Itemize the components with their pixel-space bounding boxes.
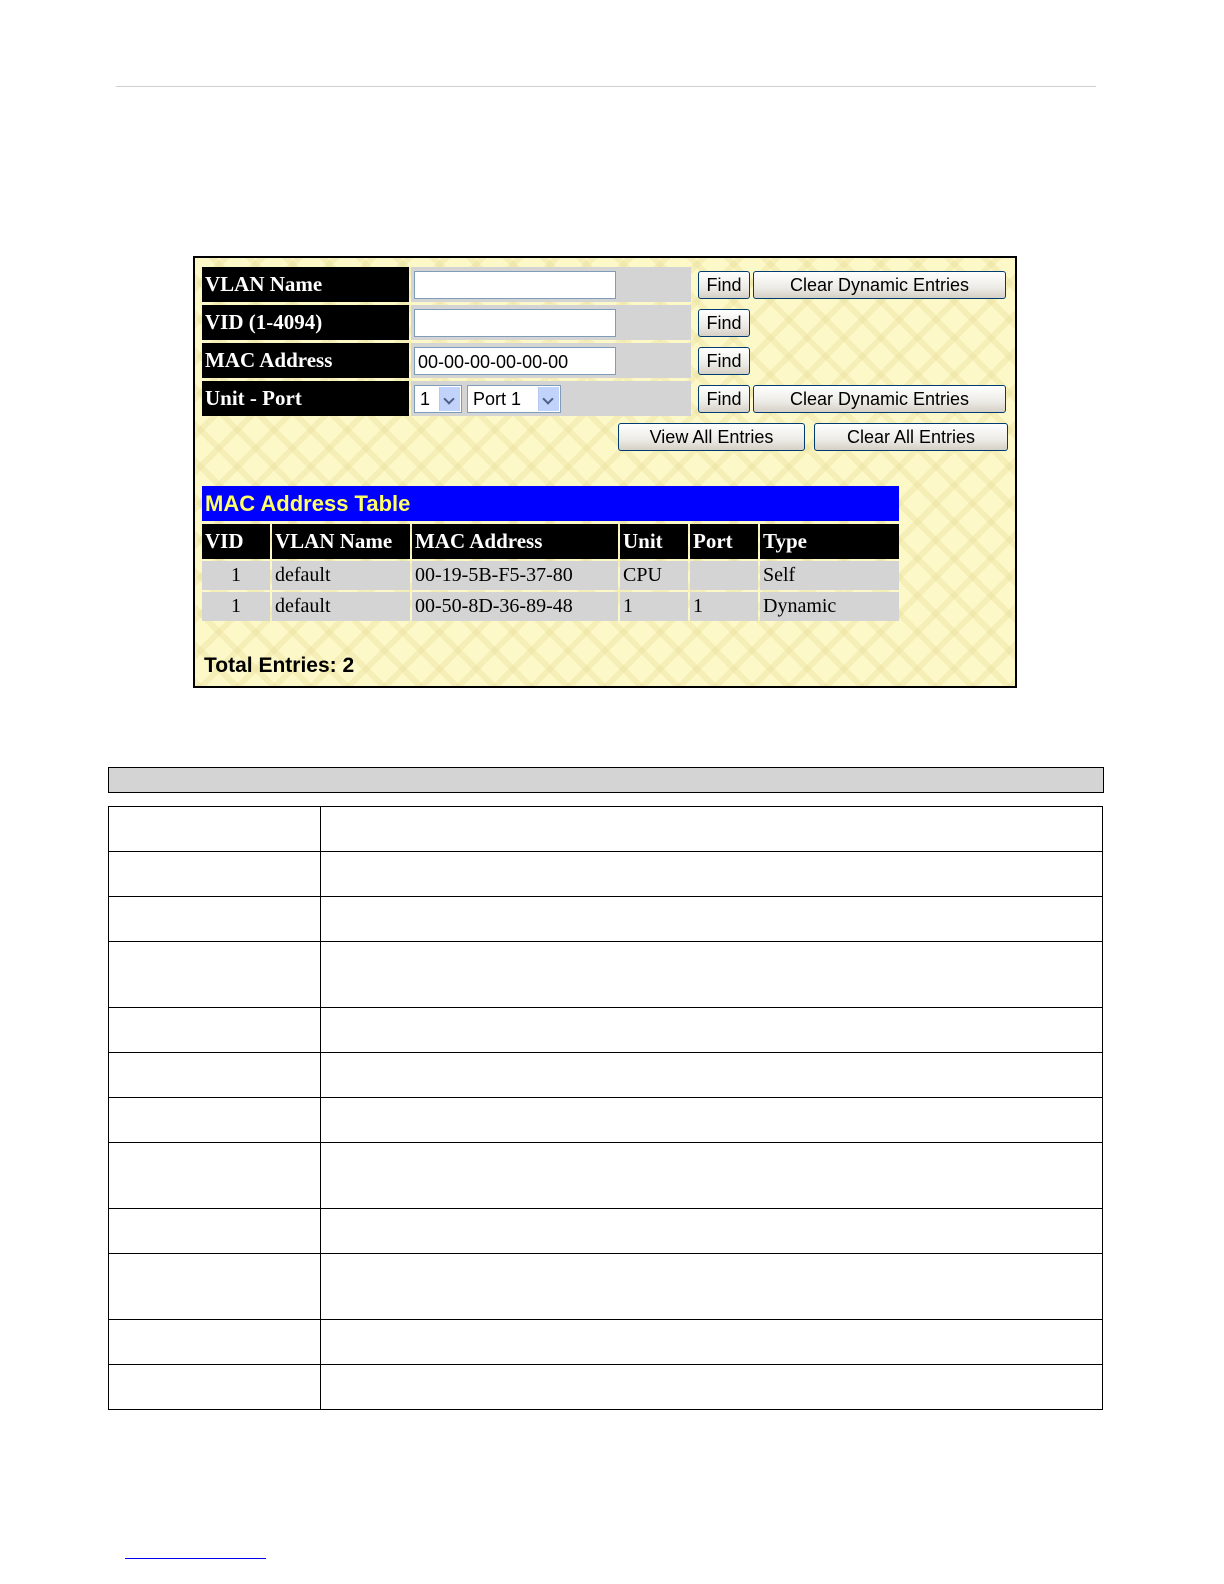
table-cell-type: Self — [760, 561, 899, 590]
table-cell-mac-address: 00-50-8D-36-89-48 — [412, 592, 618, 621]
table-cell-port: 1 — [690, 592, 758, 621]
view-all-entries-button[interactable]: View All Entries — [618, 423, 805, 451]
table-row — [109, 1052, 1102, 1097]
table-cell-type: Dynamic — [760, 592, 899, 621]
column-header-vlan-name: VLAN Name — [272, 524, 410, 559]
page-header-rule — [116, 86, 1096, 87]
clear-dynamic-entries-vlan-button[interactable]: Clear Dynamic Entries — [753, 271, 1006, 299]
port-select-value: Port 1 — [473, 389, 522, 409]
table-cell-vlan-name: default — [272, 592, 410, 621]
table-cell-vid: 1 — [202, 561, 270, 590]
table-row — [109, 941, 1102, 1007]
table-cell-mac-address: 00-19-5B-F5-37-80 — [412, 561, 618, 590]
table-cell-port — [690, 561, 758, 590]
vlan-name-input[interactable] — [414, 271, 616, 299]
table-row — [109, 1142, 1102, 1208]
column-header-unit: Unit — [620, 524, 688, 559]
table-row — [109, 1097, 1102, 1142]
mac-address-label: MAC Address — [202, 343, 409, 378]
total-entries: Total Entries: 2 — [204, 654, 355, 677]
column-header-mac-address: MAC Address — [412, 524, 618, 559]
parameter-description-table — [108, 806, 1103, 1410]
vid-input[interactable] — [414, 309, 616, 337]
table-cell-unit: CPU — [620, 561, 688, 590]
clear-all-entries-button[interactable]: Clear All Entries — [814, 423, 1008, 451]
find-mac-address-button[interactable]: Find — [698, 347, 750, 375]
port-select[interactable] — [467, 385, 561, 413]
table-row — [109, 1253, 1102, 1319]
table-row — [109, 807, 1102, 851]
mac-address-table-title: MAC Address Table — [202, 486, 899, 521]
vid-label: VID (1-4094) — [202, 305, 409, 340]
parameter-table-header-bar — [108, 767, 1104, 793]
mac-address-input[interactable]: 00-00-00-00-00-00 — [414, 347, 616, 375]
table-cell-vlan-name: default — [272, 561, 410, 590]
column-header-type: Type — [760, 524, 899, 559]
clear-dynamic-entries-port-button[interactable]: Clear Dynamic Entries — [753, 385, 1006, 413]
find-vlan-name-button[interactable]: Find — [698, 271, 750, 299]
vlan-name-label: VLAN Name — [202, 267, 409, 302]
unit-select[interactable] — [414, 385, 462, 413]
table-row — [109, 851, 1102, 896]
unit-port-label: Unit - Port — [202, 381, 409, 416]
table-row — [109, 896, 1102, 941]
find-vid-button[interactable]: Find — [698, 309, 750, 337]
column-header-vid: VID — [202, 524, 270, 559]
table-row — [109, 1319, 1102, 1364]
chevron-down-icon[interactable] — [538, 387, 559, 411]
table-row — [109, 1007, 1102, 1052]
column-header-port: Port — [690, 524, 758, 559]
mac-address-table-panel — [193, 256, 1017, 688]
table-row — [109, 1364, 1102, 1409]
table-row — [109, 1208, 1102, 1253]
unit-select-value: 1 — [420, 389, 431, 409]
table-cell-vid: 1 — [202, 592, 270, 621]
table-cell-unit: 1 — [620, 592, 688, 621]
footer-link-underline — [125, 1558, 266, 1559]
chevron-down-icon[interactable] — [439, 387, 460, 411]
find-unit-port-button[interactable]: Find — [698, 385, 750, 413]
